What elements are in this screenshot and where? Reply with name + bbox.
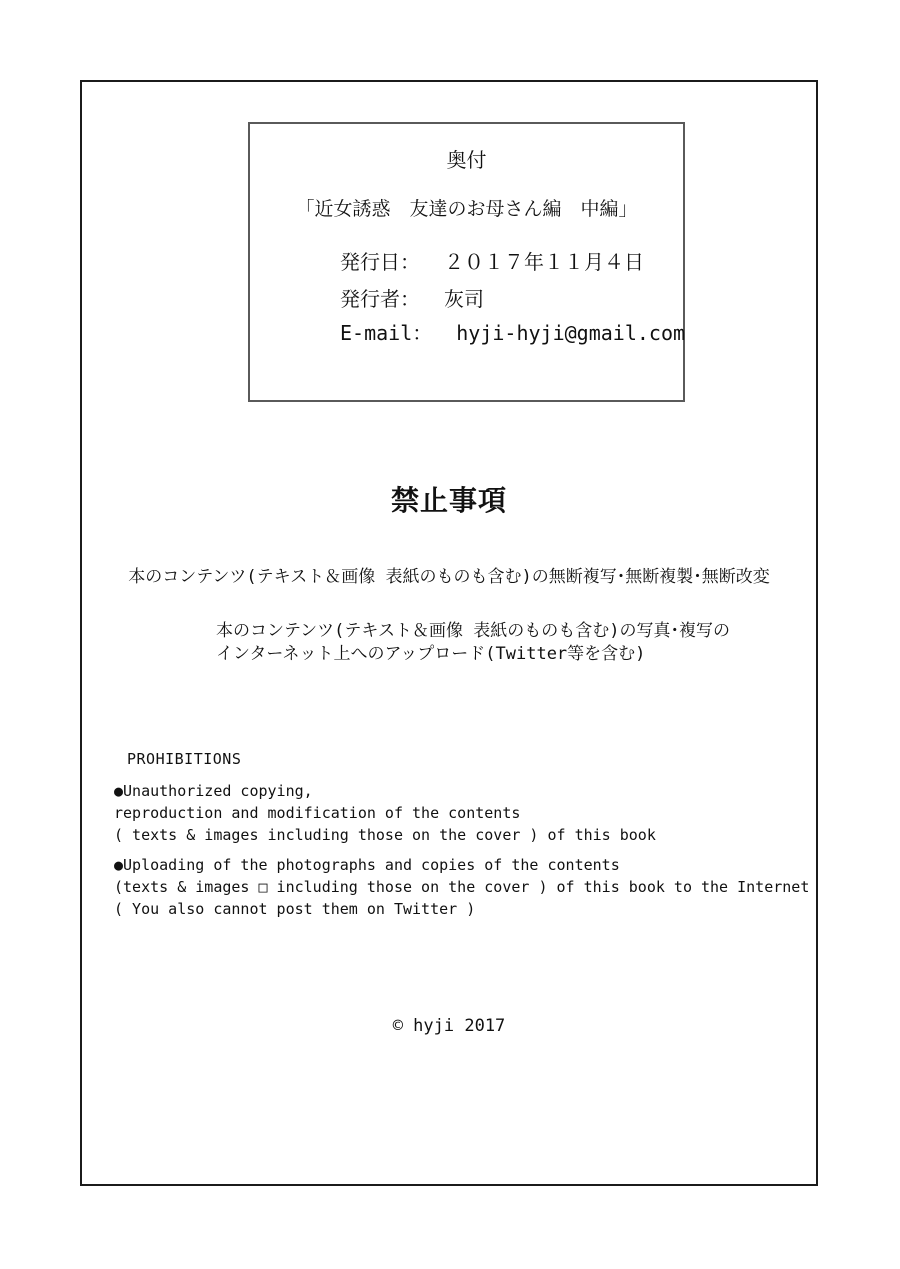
publish-date-label: 発行日： [340,250,420,274]
publisher-row [340,287,484,311]
prohibition-item-1-line-3: ( texts & images including those on the cover ) of this book [114,826,656,844]
book-title: 「近女誘惑 友達のお母さん編 中編」 [295,198,638,220]
email-row [340,321,685,345]
colophon-box [248,122,685,402]
copyright-line: © hyji 2017 [392,1016,506,1036]
publish-date-value: ２０１７年１１月４日 [444,250,644,274]
publisher-label: 発行者： [340,287,420,311]
prohibition-item-2-line-3: ( You also cannot post them on Twitter ) [114,900,476,918]
prohibition-item-2-line-1: ●Uploading of the photographs and copies of the contents [114,856,620,874]
prohibition-item-2-line-2: (texts & images □ including those on the cover ) of this book to the Internet [114,878,810,896]
prohibition-item-1-line-1: ●Unauthorized copying, [114,782,313,800]
colophon-heading: 奥付 [446,148,487,172]
prohibition-rule-1-jp: 本のコンテンツ(テキスト＆画像 表紙のものも含む)の無断複写･無断複製･無断改変 [128,567,770,587]
publish-date-row [340,250,644,274]
prohibition-rule-2-jp [216,620,730,666]
prohibition-rule-2-line-1: 本のコンテンツ(テキスト＆画像 表紙のものも含む)の写真･複写の [216,621,731,641]
prohibition-item-1-en [114,780,656,846]
prohibition-item-1-line-2: reproduction and modification of the contents [114,804,521,822]
email-label: E-mail： [340,321,433,345]
prohibitions-heading-en: PROHIBITIONS [127,750,242,768]
email-value: hyji-hyji@gmail.com [456,321,686,345]
prohibition-item-2-en [114,854,809,920]
publisher-value: 灰司 [444,287,484,311]
prohibitions-heading-jp: 禁止事項 [390,484,507,517]
prohibition-rule-2-line-2: インターネット上へのアップロード(Twitter等を含む) [216,644,646,664]
